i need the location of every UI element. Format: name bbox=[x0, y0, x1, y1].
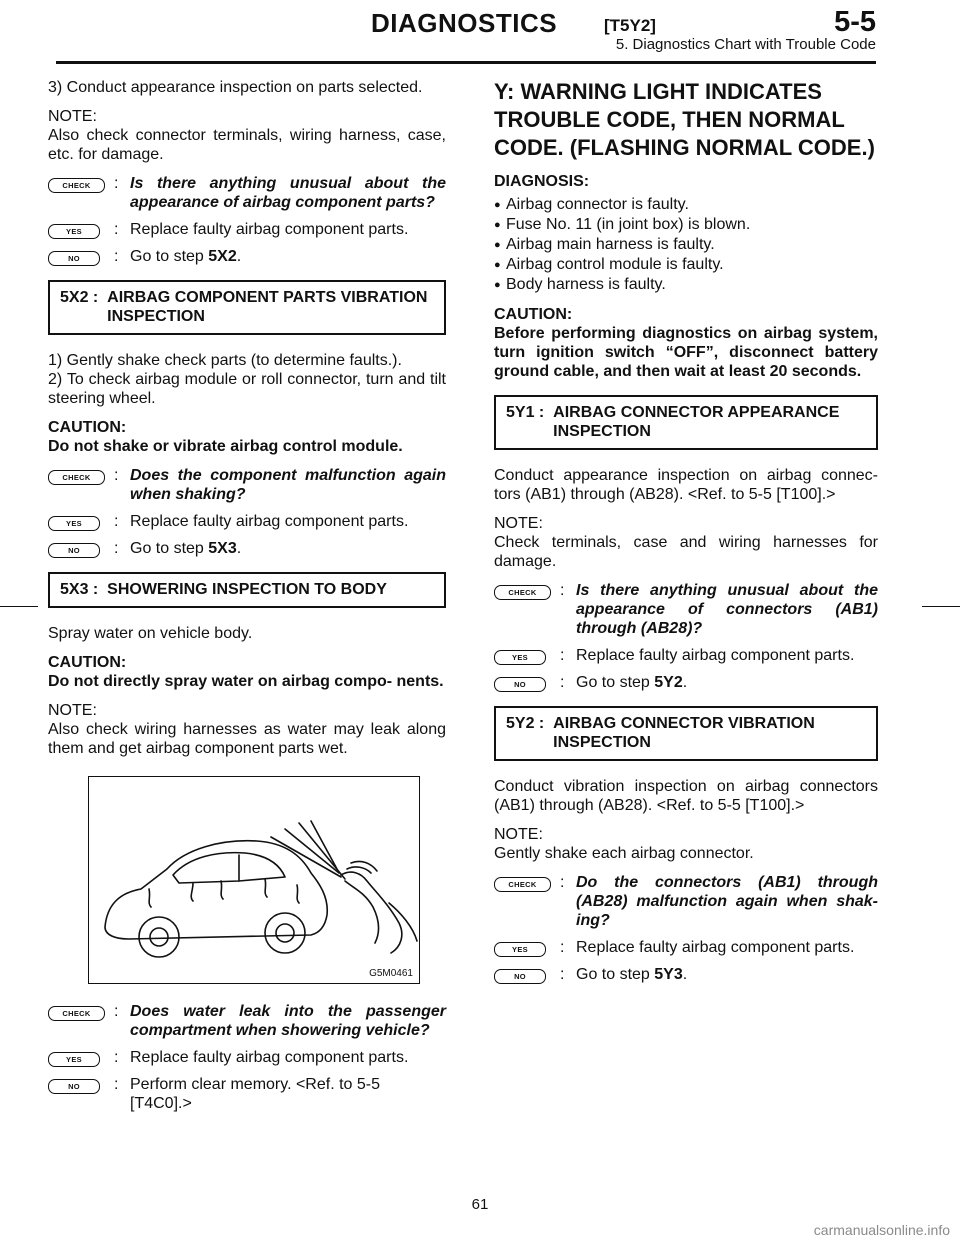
yes-tag: YES bbox=[494, 942, 546, 957]
yes-action: Replace faulty airbag component parts. bbox=[130, 1049, 409, 1066]
page-header bbox=[56, 6, 876, 58]
note-title: NOTE: bbox=[494, 826, 543, 843]
diagnosis-list bbox=[494, 195, 878, 295]
step-box-5y1 bbox=[494, 395, 878, 450]
yes-row: YES : Replace faulty airbag component parts. bbox=[494, 938, 878, 957]
step-code: 5Y2 : bbox=[506, 715, 554, 732]
list-item: ● Body harness is faulty. bbox=[494, 276, 666, 293]
section-heading: Y: WARNING LIGHT INDICATES TROUBLE CODE, THEN NORMAL CODE. (FLASHING NORMAL CODE.) bbox=[494, 79, 875, 160]
no-tag: NO bbox=[48, 251, 100, 266]
header-code: [T5Y2] bbox=[604, 16, 656, 35]
list-item: ● Airbag main harness is faulty. bbox=[494, 236, 715, 253]
note-text: Gently shake each airbag connector. bbox=[494, 845, 754, 862]
watermark: carmanualsonline.info bbox=[813, 1222, 950, 1238]
no-row: NO : Go to step 5X3. bbox=[48, 539, 446, 558]
caution-title: CAUTION: bbox=[494, 306, 573, 323]
inspection-step-3: 3) Conduct appearance inspection on parts selected. bbox=[48, 79, 423, 96]
no-tag: NO bbox=[48, 1079, 100, 1094]
diagnosis-title: DIAGNOSIS: bbox=[494, 173, 590, 190]
check-row: CHECK : Does water leak into the passenger compartment when showering vehicle? bbox=[48, 1002, 446, 1040]
step-link-5y3[interactable]: 5Y3 bbox=[654, 966, 683, 983]
yes-action: Replace faulty airbag component parts. bbox=[130, 513, 409, 530]
step-code: 5X2 : bbox=[60, 289, 108, 306]
left-column bbox=[48, 78, 446, 1121]
list-item: ● Airbag connector is faulty. bbox=[494, 196, 689, 213]
caution-title: CAUTION: bbox=[48, 654, 127, 671]
check-tag: CHECK bbox=[494, 585, 551, 600]
list-item: ● Airbag control module is faulty. bbox=[494, 256, 724, 273]
note-title: NOTE: bbox=[48, 702, 97, 719]
check-question: Is there anything unusual about the appearance of connectors (AB1) through (AB28)? bbox=[576, 582, 878, 637]
note-text: Also check connector terminals, wiring harness, case, etc. for damage. bbox=[48, 127, 446, 163]
yes-tag: YES bbox=[48, 1052, 100, 1067]
check-row: CHECK : Is there anything unusual about the appearance of connectors (AB1) through (AB28)? bbox=[494, 581, 878, 638]
check-tag: CHECK bbox=[494, 877, 551, 892]
no-row: NO : Perform clear memory. <Ref. to 5-5 [T4C0].> bbox=[48, 1075, 446, 1113]
vibration-step-1: 1) Gently shake check parts (to determine faults.). bbox=[48, 352, 402, 369]
spray-instruction: Spray water on vehicle body. bbox=[48, 625, 253, 642]
right-column bbox=[494, 78, 878, 992]
no-tag: NO bbox=[48, 543, 100, 558]
bullet-icon: ● bbox=[494, 219, 501, 231]
step-box-5x3 bbox=[48, 572, 446, 608]
step-title: AIRBAG CONNECTOR VIBRATION INSPECTION bbox=[553, 715, 815, 751]
header-title: DIAGNOSTICS bbox=[371, 8, 558, 38]
no-action: Go to step 5Y2. bbox=[576, 674, 688, 691]
bullet-icon: ● bbox=[494, 279, 501, 291]
caution-text: Before performing diagnostics on airbag system, turn ignition switch “OFF”, disconnect battery ground cable, and then wait at least 20 seconds. bbox=[494, 325, 878, 380]
check-row: CHECK : Is there anything unusual about the appearance of airbag component parts? bbox=[48, 174, 446, 212]
page-number: 61 bbox=[471, 1196, 489, 1213]
inspection-text: Conduct appearance inspection on airbag connec- tors (AB1) through (AB28). <Ref. to 5-5 [T100].> bbox=[494, 467, 878, 503]
check-tag: CHECK bbox=[48, 470, 105, 485]
step-link-5x3[interactable]: 5X3 bbox=[208, 540, 237, 557]
no-tag: NO bbox=[494, 677, 546, 692]
crop-mark-right bbox=[922, 606, 960, 607]
yes-tag: YES bbox=[48, 224, 100, 239]
yes-action: Replace faulty airbag component parts. bbox=[576, 939, 855, 956]
no-action: Go to step 5Y3. bbox=[576, 966, 688, 983]
check-row: CHECK : Does the component malfunction again when shaking? bbox=[48, 466, 446, 504]
no-row: NO : Go to step 5Y3. bbox=[494, 965, 878, 984]
showering-illustration bbox=[88, 776, 420, 984]
check-question: Does the component malfunction again when shaking? bbox=[130, 467, 446, 503]
yes-row: YES : Replace faulty airbag component parts. bbox=[494, 646, 878, 665]
step-link-5x2[interactable]: 5X2 bbox=[208, 248, 237, 265]
check-question: Is there anything unusual about the appearance of airbag component parts? bbox=[130, 175, 446, 211]
caution-title: CAUTION: bbox=[48, 419, 127, 436]
header-subtitle: 5. Diagnostics Chart with Trouble Code bbox=[615, 36, 876, 53]
bullet-icon: ● bbox=[494, 239, 501, 251]
list-item: ● Fuse No. 11 (in joint box) is blown. bbox=[494, 216, 751, 233]
note-text: Also check wiring harnesses as water may leak along them and get airbag component parts wet. bbox=[48, 721, 446, 757]
check-row: CHECK : Do the connectors (AB1) through (AB28) malfunction again when shak- ing? bbox=[494, 873, 878, 930]
step-title: AIRBAG CONNECTOR APPEARANCE INSPECTION bbox=[553, 404, 840, 440]
yes-row: YES : Replace faulty airbag component parts. bbox=[48, 512, 446, 531]
step-code: 5X3 : bbox=[60, 581, 108, 598]
car-shower-drawing bbox=[89, 777, 419, 983]
no-action: Perform clear memory. <Ref. to 5-5 [T4C0].> bbox=[130, 1076, 380, 1112]
no-row: NO : Go to step 5Y2. bbox=[494, 673, 878, 692]
no-tag: NO bbox=[494, 969, 546, 984]
inspection-text: Conduct vibration inspection on airbag connectors (AB1) through (AB28). <Ref. to 5-5 [T100].> bbox=[494, 778, 878, 814]
yes-tag: YES bbox=[48, 516, 100, 531]
caution-text: Do not shake or vibrate airbag control module. bbox=[48, 438, 403, 455]
vibration-step-2: 2) To check airbag module or roll connector, turn and tilt steering wheel. bbox=[48, 371, 446, 407]
step-box-5x2 bbox=[48, 280, 446, 335]
note-text: Check terminals, case and wiring harnesses for damage. bbox=[494, 534, 878, 570]
no-row: NO : Go to step 5X2. bbox=[48, 247, 446, 266]
check-question: Does water leak into the passenger compartment when showering vehicle? bbox=[130, 1003, 446, 1039]
no-action: Go to step 5X2. bbox=[130, 248, 242, 265]
yes-row: YES : Replace faulty airbag component parts. bbox=[48, 220, 446, 239]
yes-row: YES : Replace faulty airbag component parts. bbox=[48, 1048, 446, 1067]
no-action: Go to step 5X3. bbox=[130, 540, 242, 557]
check-tag: CHECK bbox=[48, 1006, 105, 1021]
yes-action: Replace faulty airbag component parts. bbox=[576, 647, 855, 664]
step-link-5y2[interactable]: 5Y2 bbox=[654, 674, 683, 691]
figure-label: G5M0461 bbox=[369, 968, 413, 979]
step-title: AIRBAG COMPONENT PARTS VIBRATION INSPECTION bbox=[107, 289, 428, 325]
crop-mark-left bbox=[0, 606, 38, 607]
step-code: 5Y1 : bbox=[506, 404, 554, 421]
yes-action: Replace faulty airbag component parts. bbox=[130, 221, 409, 238]
bullet-icon: ● bbox=[494, 199, 501, 211]
header-rule bbox=[56, 61, 876, 64]
caution-text: Do not directly spray water on airbag compo- nents. bbox=[48, 673, 444, 690]
bullet-icon: ● bbox=[494, 259, 501, 271]
yes-tag: YES bbox=[494, 650, 546, 665]
check-question: Do the connectors (AB1) through (AB28) malfunction again when shak- ing? bbox=[576, 874, 878, 929]
step-title: SHOWERING INSPECTION TO BODY bbox=[107, 581, 387, 598]
note-title: NOTE: bbox=[48, 108, 97, 125]
check-tag: CHECK bbox=[48, 178, 105, 193]
step-box-5y2 bbox=[494, 706, 878, 761]
header-section-number: 5-5 bbox=[834, 6, 876, 38]
note-title: NOTE: bbox=[494, 515, 543, 532]
